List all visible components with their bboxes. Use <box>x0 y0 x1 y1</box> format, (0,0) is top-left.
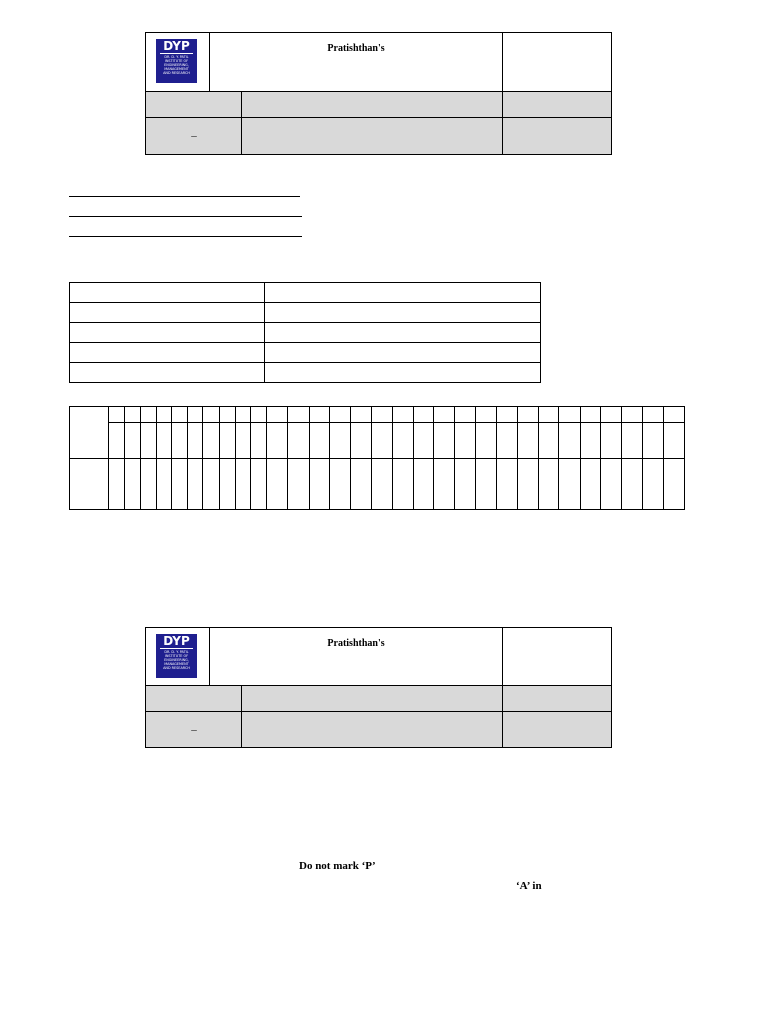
grid-cell <box>539 423 559 459</box>
grid-cell <box>580 459 600 510</box>
grid-cell <box>288 459 309 510</box>
grid-cell <box>433 407 454 423</box>
grid-cell <box>539 459 559 510</box>
grid-cell <box>622 459 643 510</box>
grid-cell <box>413 459 433 510</box>
grey-cell <box>503 118 612 155</box>
grid-cell <box>622 423 643 459</box>
dash-cell: – <box>146 712 242 748</box>
info-cell <box>265 303 541 323</box>
grid-cell <box>455 423 476 459</box>
grid-cell <box>433 459 454 510</box>
grid-cell <box>539 407 559 423</box>
grid-cell <box>600 423 621 459</box>
table-row <box>70 303 541 323</box>
grid-cell <box>372 423 392 459</box>
grid-cell <box>235 423 250 459</box>
grid-cell <box>203 423 219 459</box>
header-right-cell <box>503 33 612 92</box>
blank-line <box>69 216 302 217</box>
dash-cell: – <box>146 118 242 155</box>
grid-cell <box>309 459 329 510</box>
info-cell <box>70 323 265 343</box>
grey-cell <box>242 118 503 155</box>
grid-cell <box>288 407 309 423</box>
grid-cell <box>140 407 156 423</box>
grid-cell <box>496 407 517 423</box>
grey-cell <box>242 92 503 118</box>
table-row <box>70 283 541 303</box>
info-cell <box>70 343 265 363</box>
grid-cell <box>172 459 188 510</box>
grid-cell <box>559 407 580 423</box>
table-row <box>70 323 541 343</box>
grid-cell <box>329 423 350 459</box>
org-name: Pratishthan's <box>210 33 503 92</box>
table-row <box>70 343 541 363</box>
grid-cell <box>267 423 288 459</box>
grid-cell <box>496 423 517 459</box>
info-table <box>69 282 541 383</box>
grid-cell <box>188 407 203 423</box>
grid-cell <box>235 459 250 510</box>
grid-cell <box>124 459 140 510</box>
blank-line <box>69 236 302 237</box>
table-row <box>70 423 685 459</box>
grey-cell <box>242 686 503 712</box>
grid-cell <box>156 407 171 423</box>
grid-cell <box>288 423 309 459</box>
grid-cell <box>156 423 171 459</box>
grid-cell <box>309 423 329 459</box>
grid-cell <box>329 407 350 423</box>
grid-cell <box>476 407 496 423</box>
grid-cell <box>351 459 372 510</box>
grid-cell <box>250 459 266 510</box>
grid-cell <box>580 407 600 423</box>
grey-cell <box>146 92 242 118</box>
blank-line <box>69 196 300 197</box>
grid-cell <box>219 407 235 423</box>
grid-cell <box>559 459 580 510</box>
grid-cell <box>643 407 663 423</box>
header-block-2 <box>145 627 612 748</box>
institute-logo <box>156 634 197 678</box>
grid-cell <box>250 407 266 423</box>
grid-cell <box>329 459 350 510</box>
info-cell <box>265 363 541 383</box>
grid-cell <box>517 459 538 510</box>
info-cell <box>70 303 265 323</box>
grid-cell <box>109 407 124 423</box>
grid-cell <box>496 459 517 510</box>
grid-cell <box>140 459 156 510</box>
grid-cell <box>70 407 109 459</box>
header-block-1 <box>145 32 612 155</box>
grid-cell <box>413 407 433 423</box>
grid-cell <box>600 459 621 510</box>
table-row <box>70 407 685 423</box>
grid-cell <box>455 459 476 510</box>
logo-text: DR. D. Y. PATIL INSTITUTE OF ENGINEERING, MANAGEMENT AND RESEARCH <box>163 650 190 670</box>
logo-cell <box>146 33 210 92</box>
grid-cell <box>392 407 413 423</box>
info-cell <box>265 343 541 363</box>
grid-cell <box>392 459 413 510</box>
grey-cell <box>503 92 612 118</box>
logo-cell <box>146 628 210 686</box>
grid-cell <box>172 423 188 459</box>
org-name: Pratishthan's <box>210 628 503 686</box>
grid-cell <box>517 407 538 423</box>
logo-mark: DYP <box>163 39 190 53</box>
header-right-cell <box>503 628 612 686</box>
grid-cell <box>309 407 329 423</box>
grid-cell <box>622 407 643 423</box>
grid-cell <box>663 423 685 459</box>
grid-cell <box>580 423 600 459</box>
table-row <box>70 363 541 383</box>
grid-cell <box>172 407 188 423</box>
grid-cell <box>156 459 171 510</box>
grid-cell <box>124 407 140 423</box>
table-row <box>70 459 685 510</box>
grid-cell <box>643 459 663 510</box>
grid-cell <box>643 423 663 459</box>
grid-cell <box>203 407 219 423</box>
grid-cell <box>351 423 372 459</box>
grid-cell <box>188 459 203 510</box>
logo-mark: DYP <box>163 634 190 648</box>
instruction-a-in: ‘A’ in <box>516 880 542 892</box>
grid-cell <box>476 459 496 510</box>
grid-cell <box>392 423 413 459</box>
grid-cell <box>219 423 235 459</box>
grid-cell <box>455 407 476 423</box>
grid-cell <box>663 407 685 423</box>
grid-cell <box>219 459 235 510</box>
grid-cell <box>203 459 219 510</box>
grid-cell <box>124 423 140 459</box>
info-cell <box>70 363 265 383</box>
logo-text: DR. D. Y. PATIL INSTITUTE OF ENGINEERING, MANAGEMENT AND RESEARCH <box>163 55 190 75</box>
grey-cell <box>503 686 612 712</box>
grid-cell <box>250 423 266 459</box>
grid-cell <box>372 407 392 423</box>
attendance-grid <box>69 406 685 510</box>
grid-cell <box>600 407 621 423</box>
grid-cell <box>372 459 392 510</box>
grid-cell <box>413 423 433 459</box>
grid-cell <box>267 459 288 510</box>
grid-cell <box>140 423 156 459</box>
instruction-do-not-mark-p: Do not mark ‘P’ <box>299 860 376 872</box>
institute-logo <box>156 39 197 83</box>
grey-cell <box>242 712 503 748</box>
info-cell <box>70 283 265 303</box>
grid-cell <box>559 423 580 459</box>
grid-cell <box>188 423 203 459</box>
info-cell <box>265 323 541 343</box>
grey-cell <box>503 712 612 748</box>
grid-cell <box>663 459 685 510</box>
grid-cell <box>476 423 496 459</box>
grid-cell <box>109 459 124 510</box>
grid-cell <box>70 459 109 510</box>
grid-cell <box>267 407 288 423</box>
grid-cell <box>433 423 454 459</box>
grid-cell <box>351 407 372 423</box>
grid-cell <box>517 423 538 459</box>
grey-cell <box>146 686 242 712</box>
grid-cell <box>109 423 124 459</box>
grid-cell <box>235 407 250 423</box>
info-cell <box>265 283 541 303</box>
